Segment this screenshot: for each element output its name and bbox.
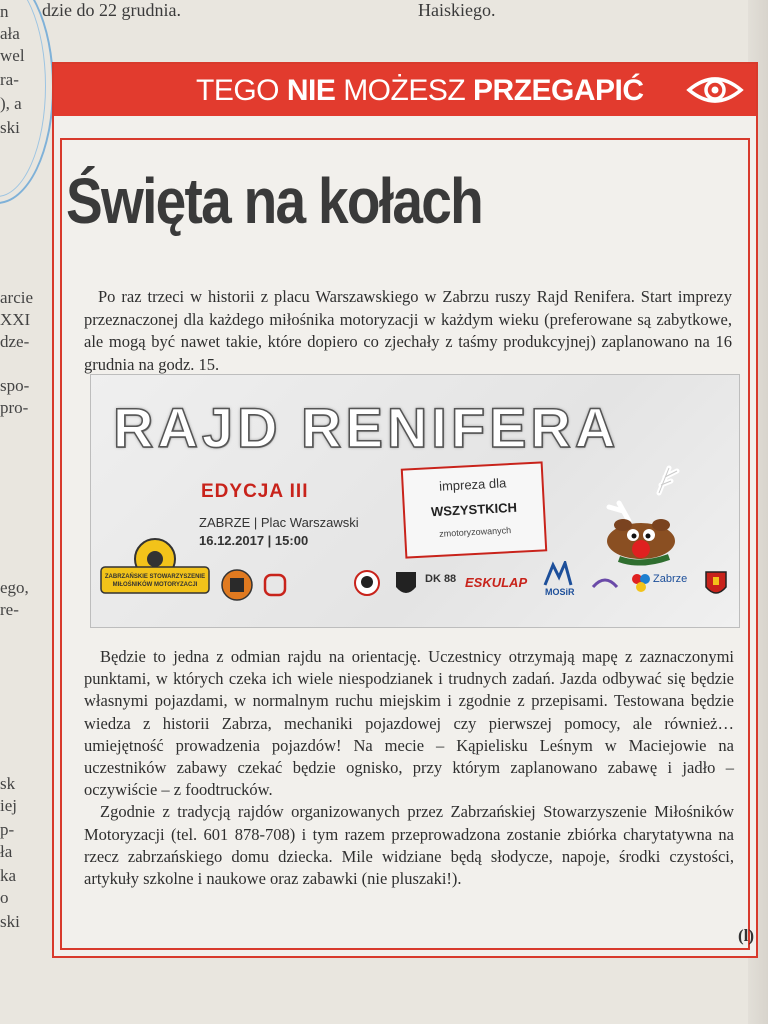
eskulap-logo: ESKULAP — [465, 575, 528, 590]
margin-fragment: sk — [0, 774, 16, 793]
poster-title: RAJD RENIFERA — [113, 396, 620, 459]
zabrze-logo: Zabrze — [653, 573, 688, 585]
margin-fragment: n — [0, 2, 9, 21]
margin-fragment: ), a — [0, 94, 22, 113]
audience-line-2: WSZYSTKICH — [430, 499, 518, 520]
reindeer-illustration — [599, 463, 719, 573]
margin-fragment: dze- — [0, 332, 30, 351]
banner-text-emphasis: NIE — [286, 74, 336, 107]
poster-place: ZABRZE | Plac Warszawski — [199, 515, 359, 530]
margin-fragment: ła — [0, 842, 13, 861]
author-signature: (l) — [738, 926, 755, 945]
margin-fragment: arcie — [0, 288, 34, 307]
eye-icon — [686, 72, 744, 108]
margin-fragment: pro- — [0, 398, 29, 417]
article-box — [52, 62, 758, 958]
margin-fragment: ski — [0, 912, 20, 931]
banner-text-emphasis: PRZEGAPIĆ — [473, 74, 644, 107]
margin-fragment: re- — [0, 600, 19, 619]
margin-fragment: iej — [0, 796, 17, 815]
event-poster — [90, 374, 740, 628]
mosir-logo: MOSiR — [545, 587, 575, 597]
left-column-fragments — [0, 0, 40, 1024]
prev-column-text-right: Haiskiego. — [418, 0, 496, 20]
banner-text-part: MOŻESZ — [335, 74, 474, 107]
lead-paragraph: Po raz trzeci w historii z placu Warszawskiego w Zabrzu ruszy Rajd Renifera. Start imprezy przeznaczonej dla każdego miłośnika motoryzacji w każdym wieku (preferowane są zabytkowe, ale mogą być nawet takie, które dopiero co zjechały z taśmy produkcyjnej) zaplanowano na 16 grudnia na godz. 15. — [84, 287, 732, 374]
article-body — [84, 646, 734, 890]
margin-fragment: p- — [0, 820, 15, 839]
margin-fragment: ra- — [0, 70, 19, 89]
club-logo-text: ZABRZAŃSKIE STOWARZYSZENIE MIŁOŚNIKÓW MOTORYZACJI — [104, 574, 206, 588]
margin-fragment: ski — [0, 118, 20, 137]
audience-line-3: zmotoryzowanych — [438, 525, 512, 539]
margin-fragment: o — [0, 888, 9, 907]
margin-fragment: wel — [0, 46, 25, 65]
city-crest-logo — [703, 569, 729, 599]
margin-fragment: ka — [0, 866, 17, 885]
poster-audience-box — [401, 461, 548, 558]
poster-edition: EDYCJA III — [201, 481, 309, 502]
margin-fragment: XXI — [0, 310, 31, 329]
headline: Święta na kołach — [66, 165, 483, 237]
sponsor-logos — [91, 571, 739, 627]
mosir-mark — [543, 561, 573, 587]
body-paragraph: Będzie to jedna z odmian rajdu na orientację. Uczestnicy otrzymają mapę z zaznaczonymi punktami, w których czeka ich wiele niespodzianek i trudnych zadań. Jazda odbywać się będzie własnymi pojazdami, w normalnym ruchu miejskim i zgodnie z przepisami. Testowana będzie wiedza z historii Zabrza, mechaniki pojazdowej czy pierwszej pomocy, ale również… umiejętność prowadzenia pojazdów! Na mecie – Kąpielisku Leśnym w Maciejowie na uczestników zabawy czekać będzie ognisko, przy którym zaplanowano zabawę i jadło – oczywiście – z foodtrucków. — [84, 647, 734, 800]
wave-logo — [591, 571, 619, 593]
zabrze-mark — [631, 573, 651, 593]
police-logo — [393, 569, 419, 601]
prev-column-text-left: dzie do 22 grudnia. — [42, 0, 181, 20]
section-banner — [54, 64, 756, 116]
shield-logo — [219, 565, 255, 605]
margin-fragment: spo- — [0, 376, 30, 395]
margin-fragment: ego, — [0, 578, 29, 597]
club-logo — [99, 537, 211, 599]
skull-logo — [353, 569, 381, 599]
badge-logo — [263, 573, 287, 597]
body-paragraph: Zgodnie z tradycją rajdów organizowanych przez Zabrzańskiej Stowarzyszenie Miłośników Motoryzacji (tel. 601 878-708) i tym razem przeprowadzona zostanie zbiórka charytatywna na rzecz zabrzańskiego domu dziecka. Mile widziane będą słodycze, napoje, środki czystości, artykuły szkolne i naukowe oraz zabawki (nie pluszaki!). — [84, 802, 734, 889]
banner-text-part: TEGO — [196, 74, 287, 107]
margin-fragment: ała — [0, 24, 20, 43]
dk-logo: DK 88 — [425, 573, 457, 585]
audience-line-1: impreza dla — [438, 475, 507, 494]
banner-title — [196, 74, 644, 108]
poster-datetime: 16.12.2017 | 15:00 — [199, 533, 309, 548]
